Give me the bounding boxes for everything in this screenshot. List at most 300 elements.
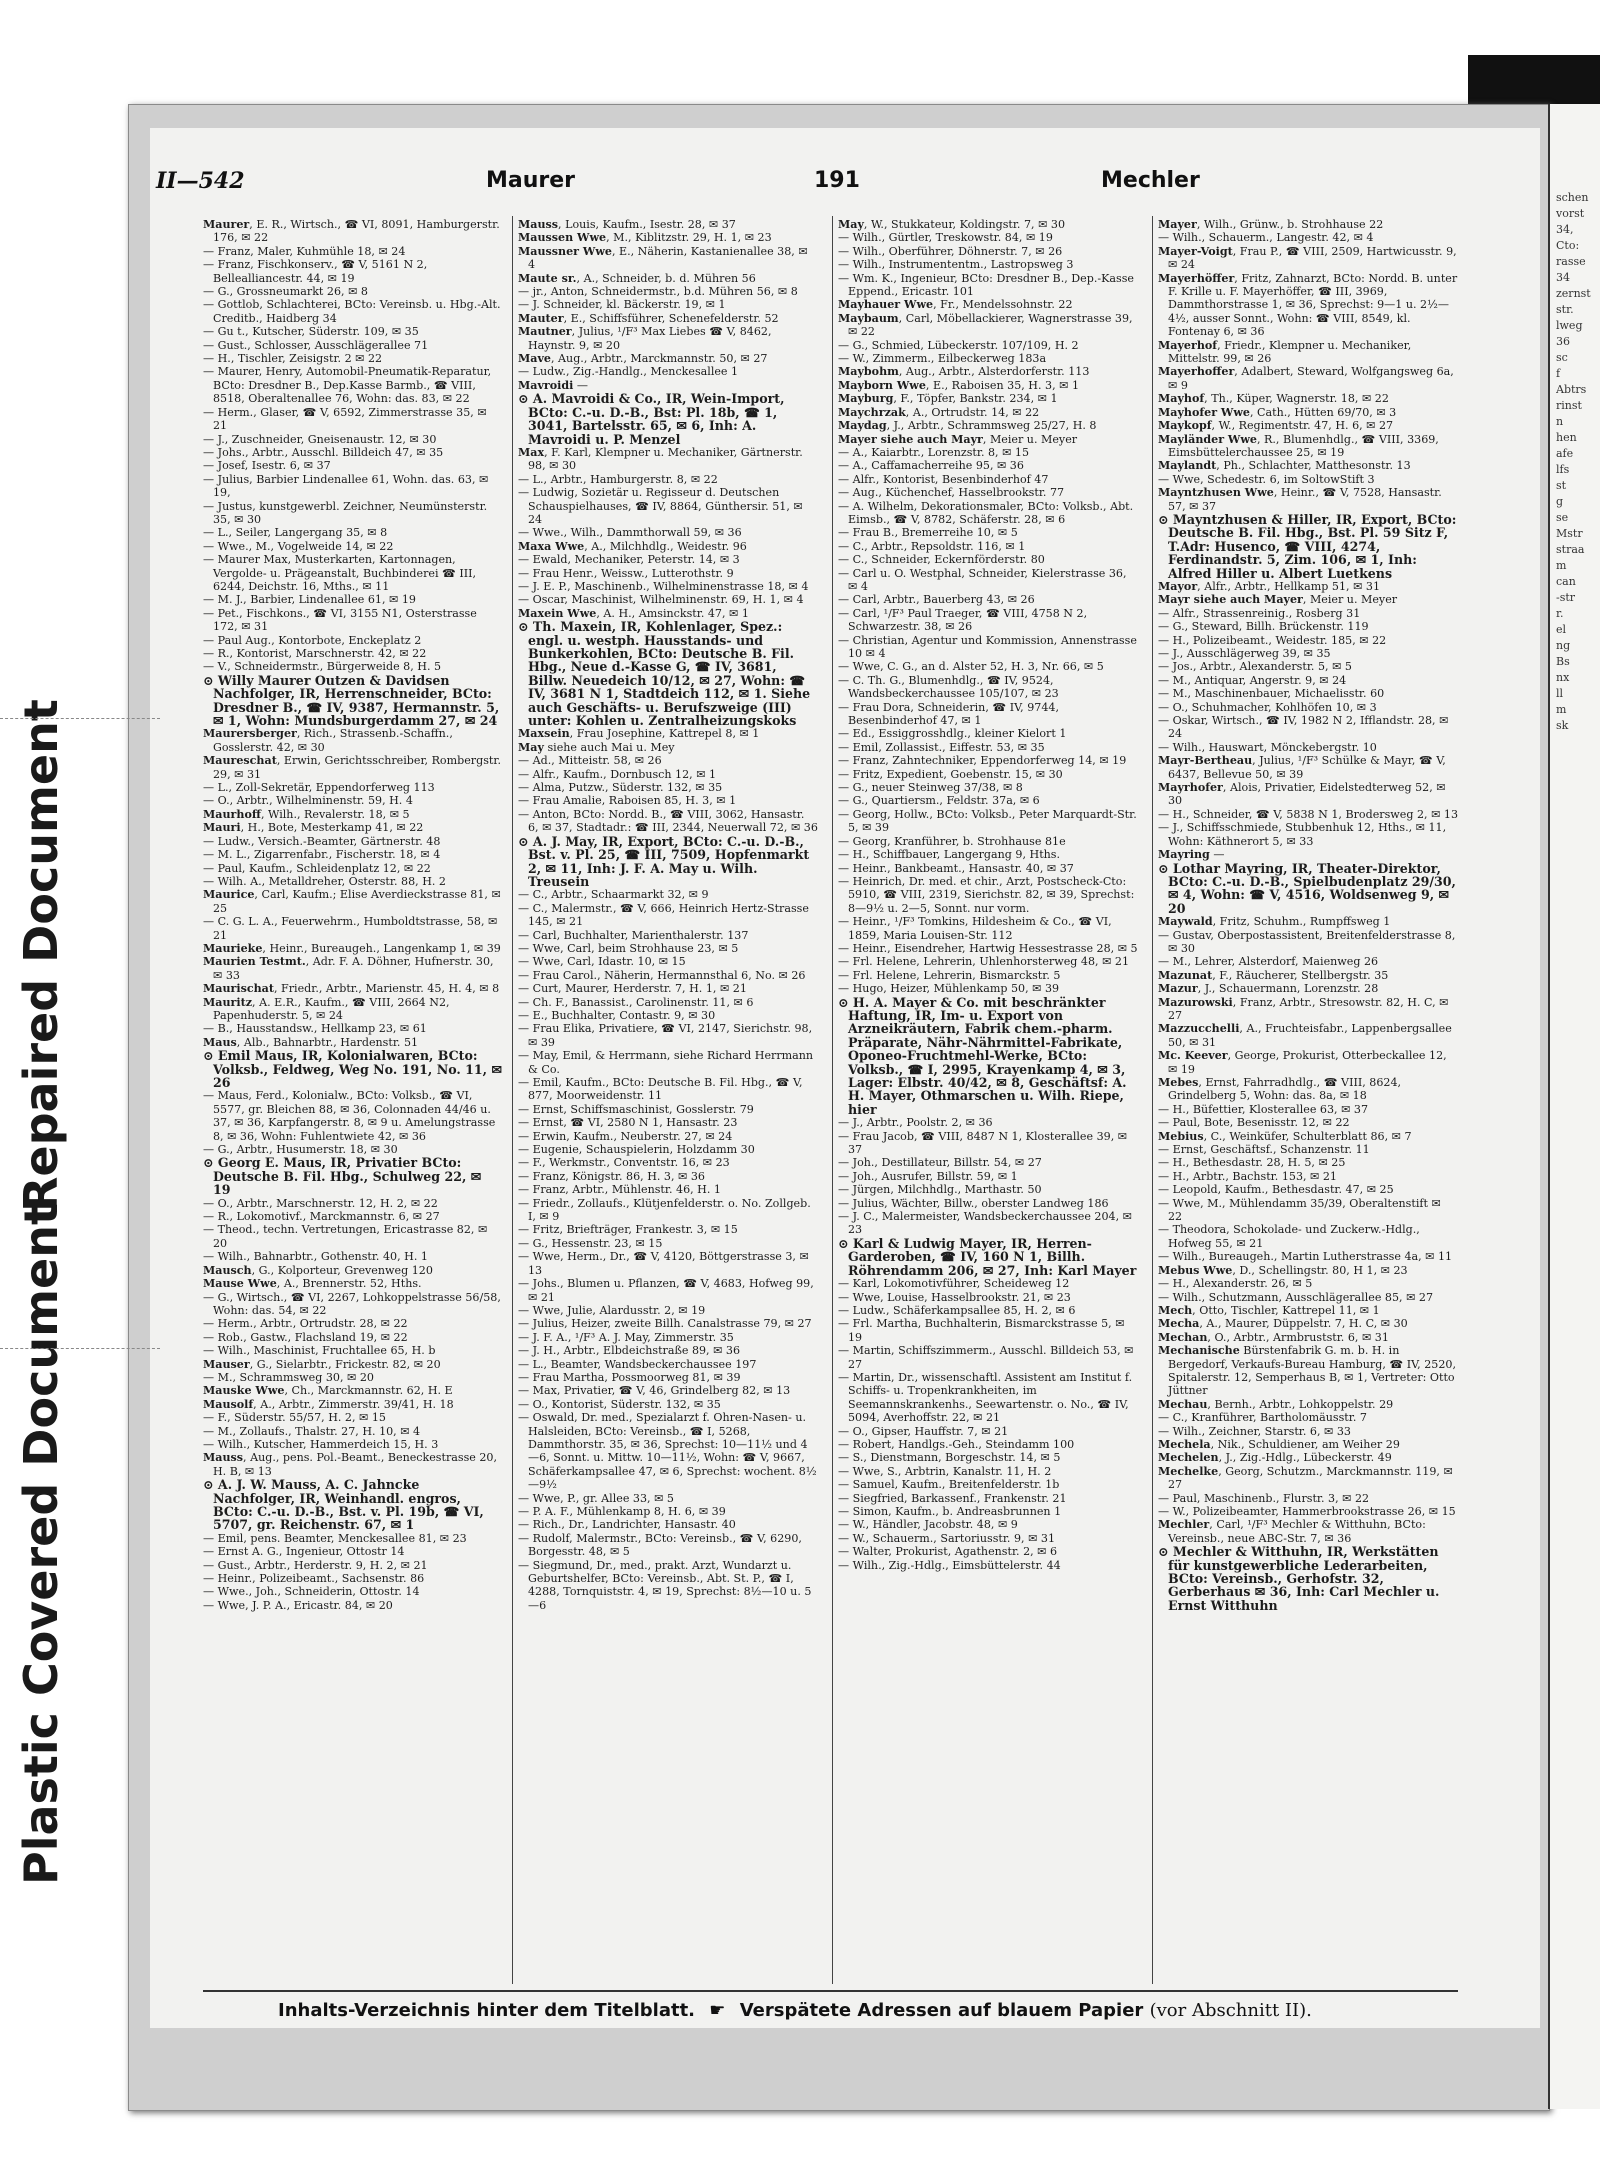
- directory-entry: — Wilh., Kutscher, Hammerdeich 15, H. 3: [203, 1437, 439, 1451]
- directory-entry: — H., Polizeibeamt., Weidestr. 185, ✉ 22: [1158, 633, 1387, 647]
- column-rule: [1152, 216, 1153, 1984]
- directory-entry: Mech, Otto, Tischler, Kattrepel 11, ✉ 1: [1158, 1303, 1380, 1317]
- directory-entry: — G., Grossneumarkt 26, ✉ 8: [203, 285, 368, 299]
- directory-entry: — Karl, Lokomotivführer, Scheideweg 12: [838, 1277, 1070, 1291]
- directory-entry: — Frau Jacob, ☎ VIII, 8487 N 1, Klosterallee 39, ✉ 37: [838, 1129, 1128, 1157]
- directory-entry: — May, Emil, & Herrmann, siehe Richard Herrmann & Co.: [518, 1049, 814, 1076]
- directory-entry: — C., Arbtr., Repsoldstr. 116, ✉ 1: [838, 539, 1026, 553]
- directory-entry: — Oskar, Wirtsch., ☎ IV, 1982 N 2, Ifflandstr. 28, ✉ 24: [1158, 714, 1449, 741]
- directory-entry: — Julius, Barbier Lindenallee 61, Wohn. das. 63, ✉ 19,: [203, 472, 489, 500]
- directory-entry: Mebius, C., Weinküfer, Schulterblatt 86, ✉ 7: [1158, 1129, 1412, 1143]
- page-header: [156, 168, 1546, 200]
- directory-entry: ⊙ Lothar Mayring, IR, Theater-Direktor, BCto: C.-u. D.-B., Spielbudenplatz 29/30, ✉ 4, Wohn: ☎ V, 4516, Woldsenweg 9, ✉ 20: [1158, 860, 1456, 916]
- directory-entry: — P. A. F., Mühlenkamp 8, H. 6, ✉ 39: [518, 1505, 726, 1518]
- directory-entry: — Pet., Fischkons., ☎ VI, 3155 N1, Osterstrasse 172, ✉ 31: [203, 606, 477, 634]
- directory-entry: — Herm., Glaser, ☎ V, 6592, Zimmerstrasse 35, ✉ 21: [203, 405, 487, 433]
- directory-entry: — M., Zollaufs., Thalstr. 27, H. 10, ✉ 4: [203, 1424, 421, 1438]
- directory-entry: Mayr siehe auch Mayer, Meier u. Meyer: [1158, 593, 1398, 607]
- directory-entry: — Wilh., Bureaugeh., Martin Lutherstrasse 4a, ✉ 11: [1158, 1250, 1453, 1264]
- directory-entry: — Wwe., Wilh., Dammthorwall 59, ✉ 36: [518, 526, 742, 540]
- directory-entry: — L., Zoll-Sekretär, Eppendorferweg 113: [203, 781, 435, 795]
- directory-entry: — Wwe, Carl, beim Strohhause 23, ✉ 5: [518, 941, 739, 955]
- directory-entry: — G., Wirtsch., ☎ VI, 2267, Lohkoppelstrasse 56/58, Wohn: das. 54, ✉ 22: [203, 1290, 501, 1317]
- header-last-word: Mechler: [1101, 168, 1200, 193]
- directory-entry: — Wilh., Schauerm., Langestr. 42, ✉ 4: [1158, 231, 1374, 245]
- directory-entry: — M., Lehrer, Alsterdorf, Maienweg 26: [1158, 955, 1379, 969]
- directory-entry: — Ch. F., Banassist., Carolinenstr. 11, ✉ 6: [518, 995, 754, 1009]
- directory-entry: Mechanische Bürstenfabrik G. m. b. H. in Bergedorf, Verkaufs-Bureau Hamburg, ☎ IV, 2520, Spitalerstr. 12, Semperhaus B, ✉ 1, Vertreter: Otto Jüttner: [1158, 1344, 1456, 1398]
- directory-entry: — Gust., Schlosser, Ausschlägerallee 71: [203, 338, 429, 352]
- directory-entry: Maurhoff, Wilh., Revalerstr. 18, ✉ 5: [203, 807, 410, 821]
- footer-rule: [203, 1990, 1458, 1992]
- directory-entry: Mayhof, Th., Küper, Wagnerstr. 18, ✉ 22: [1158, 392, 1389, 406]
- directory-entry: — J. E. P., Maschinenb., Wilhelminenstrasse 18, ✉ 4: [518, 579, 809, 593]
- directory-entry: — J., Zuschneider, Gneisenaustr. 12, ✉ 30: [203, 432, 437, 446]
- column-rule: [512, 216, 513, 1984]
- directory-entry: — Friedr., Zollaufs., Klütjenfelderstr. o. No. Zollgeb. I, ✉ 9: [518, 1196, 811, 1224]
- directory-entry: — Franz, Arbtr., Mühlenstr. 46, H. 1: [518, 1183, 721, 1197]
- directory-entry: — Frau Elika, Privatiere, ☎ VI, 2147, Sierichstr. 98, ✉ 39: [518, 1022, 813, 1049]
- directory-entry: Mayor, Alfr., Arbtr., Hellkamp 51, ✉ 31: [1158, 579, 1381, 593]
- directory-entry: — Ludw., Versich.-Beamter, Gärtnerstr. 48: [203, 834, 441, 848]
- directory-entry: Maxa Wwe, A., Milchhdlg., Weidestr. 96: [518, 539, 747, 553]
- directory-entry: Maurice, Carl, Kaufm.; Elise Averdieckstrasse 81, ✉ 25: [203, 888, 501, 915]
- directory-entry: — Carl, Buchhalter, Marienthalerstr. 137: [518, 928, 749, 942]
- directory-entry: — Ernst, Geschäftsf., Schanzenstr. 11: [1158, 1143, 1370, 1157]
- directory-entry: — L., Arbtr., Hamburgerstr. 8, ✉ 22: [518, 472, 718, 486]
- directory-entry: Max, F. Karl, Klempner u. Mechaniker, Gärtnerstr. 98, ✉ 30: [518, 445, 803, 473]
- directory-entry: — Johs., Arbtr., Ausschl. Billdeich 47, ✉ 35: [203, 445, 444, 459]
- directory-entry: — H., Alexanderstr. 26, ✉ 5: [1158, 1277, 1313, 1291]
- directory-entry: — Ludwig, Sozietär u. Regisseur d. Deutschen Schauspielhauses, ☎ IV, 8864, Günthersir. 51, ✉ 24: [518, 486, 803, 526]
- directory-entry: — Hugo, Heizer, Mühlenkamp 50, ✉ 39: [838, 982, 1060, 996]
- directory-entry: — C., Arbtr., Schaarmarkt 32, ✉ 9: [518, 888, 709, 902]
- directory-entry: — Wilh., Gürtler, Treskowstr. 84, ✉ 19: [838, 231, 1053, 245]
- directory-entry: Mayring —: [1158, 848, 1225, 862]
- directory-entry: — O., Arbtr., Wilhelminenstr. 59, H. 4: [203, 794, 413, 808]
- directory-entry: — C., Schneider, Eckernförderstr. 80: [838, 553, 1045, 567]
- directory-entry: — Paul, Bote, Besenisstr. 12, ✉ 22: [1158, 1116, 1350, 1130]
- directory-entry: — Theodora, Schokolade- und Zuckerw.-Hdlg., Hofweg 55, ✉ 21: [1158, 1223, 1420, 1250]
- directory-entry: Mauter, E., Schiffsführer, Schenefelderstr. 52: [518, 311, 779, 325]
- directory-entry: — Carl u. O. Westphal, Schneider, Kielerstrasse 36, ✉ 4: [838, 566, 1127, 593]
- directory-entry: — Samuel, Kaufm., Breitenfelderstr. 1b: [838, 1478, 1060, 1492]
- directory-entry: — Aug., Küchenchef, Hasselbrookstr. 77: [838, 486, 1065, 500]
- directory-entry: — M. J., Barbier, Lindenallee 61, ✉ 19: [203, 593, 416, 607]
- directory-entry: Mayr-Bertheau, Julius, ¹/F³ Schülke & Mayr, ☎ V, 6437, Bellevue 50, ✉ 39: [1158, 754, 1446, 781]
- directory-entry: — Max, Privatier, ☎ V, 46, Grindelberg 82, ✉ 13: [518, 1384, 791, 1398]
- directory-entry: Maylandt, Ph., Schlachter, Matthesonstr. 13: [1158, 459, 1411, 473]
- directory-entry: — E., Buchhalter, Contastr. 9, ✉ 30: [518, 1008, 716, 1022]
- directory-entry: — Martin, Schiffszimmerm., Ausschl. Billdeich 53, ✉ 27: [838, 1344, 1134, 1371]
- directory-entry: — A. Wilhelm, Dekorationsmaler, BCto: Volksb., Abt. Eimsb., ☎ V, 8782, Schäferstr. 28, ✉ 6: [838, 499, 1134, 526]
- directory-column-2: [518, 218, 818, 1983]
- directory-entry: — W., Schauerm., Sartoriusstr. 9, ✉ 31: [838, 1531, 1056, 1545]
- directory-entry: — H., Büfettier, Klosterallee 63, ✉ 37: [1158, 1102, 1369, 1116]
- directory-entry: — Franz, Königstr. 86, H. 3, ✉ 36: [518, 1169, 705, 1183]
- directory-entry: Maybohm, Aug., Arbtr., Alsterdorferstr. 113: [838, 365, 1090, 379]
- directory-entry: Maxsein, Frau Josephine, Kattrepel 8, ✉ 1: [518, 727, 760, 741]
- directory-entry: — Oscar, Maschinist, Wilhelminenstr. 69, H. 1, ✉ 4: [518, 593, 804, 607]
- directory-entry: Mauske Wwe, Ch., Marckmannstr. 62, H. E: [203, 1384, 453, 1398]
- directory-entry: — J. F. A., ¹/F³ A. J. May, Zimmerstr. 35: [518, 1330, 734, 1344]
- directory-entry: Maywald, Fritz, Schuhm., Rumpffsweg 1: [1158, 915, 1391, 929]
- directory-entry: ⊙ H. A. Mayer & Co. mit beschränkter Haftung, IR, Im- u. Export von Arzneikräutern, Fabrik chem.-pharm. Präparate, Nähr-Nährmittel-Fabrikate, Oponeo-Fruchtmehl-Werke, BCto: Volksb., ☎ I, 2995, Krayenkamp 4, ✉ 3, Lager: Elbstr. 40/42, ✉ 8, Geschäftsf: A. H. Mayer, Othmarschen u. Wilh. Riepe, hier: [838, 994, 1127, 1117]
- page-number: 191: [814, 168, 860, 193]
- directory-entry: — C., Kranführer, Bartholomäusstr. 7: [1158, 1411, 1367, 1425]
- directory-entry: — Justus, kunstgewerbl. Zeichner, Neumünsterstr. 35, ✉ 30: [203, 499, 488, 526]
- directory-entry: Mechau, Bernh., Arbtr., Lohkoppelstr. 29: [1158, 1397, 1394, 1411]
- directory-entry: — R., Kontorist, Marschnerstr. 42, ✉ 22: [203, 647, 427, 660]
- directory-entry: — Wilh., Maschinist, Fruchtallee 65, H. b: [203, 1344, 436, 1358]
- directory-entry: Mauritz, A. E.R., Kaufm., ☎ VIII, 2664 N2, Papenhuderstr. 5, ✉ 24: [203, 995, 450, 1022]
- directory-entry: — Frl. Helene, Lehrerin, Bismarckstr. 5: [838, 968, 1061, 982]
- directory-entry: — Franz, Zahntechniker, Eppendorferweg 14, ✉ 19: [838, 754, 1127, 768]
- directory-entry: — Wilh., Zeichner, Starstr. 6, ✉ 33: [1158, 1424, 1351, 1438]
- directory-entry: Mave, Aug., Arbtr., Marckmannstr. 50, ✉ 27: [518, 352, 768, 366]
- directory-entry: — Wilh., Hauswart, Mönckebergstr. 10: [1158, 740, 1377, 754]
- directory-entry: — Christian, Agentur und Kommission, Annenstrasse 10 ✉ 4: [838, 633, 1137, 660]
- directory-entry: — Frau Martha, Possmoorweg 81, ✉ 39: [518, 1370, 741, 1384]
- directory-entry: — Gust., Arbtr., Herderstr. 9, H. 2, ✉ 21: [203, 1558, 428, 1572]
- directory-entry: — C. Th. G., Blumenhdlg., ☎ IV, 9524, Wandsbeckerchaussee 105/107, ✉ 23: [838, 673, 1059, 701]
- directory-entry: — Wwe., M., Vogelweide 14, ✉ 22: [203, 539, 394, 553]
- directory-entry: — Paul, Maschinenb., Flurstr. 3, ✉ 22: [1158, 1491, 1370, 1505]
- directory-entry: ⊙ Emil Maus, IR, Kolonialwaren, BCto: Volksb., Feldweg, Weg No. 191, No. 11, ✉ 26: [203, 1048, 502, 1090]
- directory-entry: — Herm., Arbtr., Ortrudstr. 28, ✉ 22: [203, 1317, 408, 1331]
- directory-entry: Maydag, J., Arbtr., Schrammsweg 25/27, H. 8: [838, 419, 1097, 433]
- directory-entry: Mausch, G., Kolporteur, Grevenweg 120: [203, 1263, 433, 1277]
- directory-entry: — J. C., Malermeister, Wandsbeckerchaussee 204, ✉ 23: [838, 1210, 1132, 1237]
- directory-entry: — Leopold, Kaufm., Bethesdastr. 47, ✉ 25: [1158, 1183, 1394, 1197]
- directory-entry: Mayborn Wwe, E., Raboisen 35, H. 3, ✉ 1: [838, 378, 1080, 392]
- directory-entry: — A., Kaiarbtr., Lorenzstr. 8, ✉ 15: [838, 445, 1030, 459]
- directory-entry: — O., Schuhmacher, Kohlhöfen 10, ✉ 3: [1158, 700, 1377, 714]
- directory-entry: — A., Caffamacherreihe 95, ✉ 36: [838, 459, 1024, 473]
- directory-entry: Mc. Keever, George, Prokurist, Otterbeckallee 12, ✉ 19: [1158, 1049, 1447, 1076]
- directory-entry: Mechelke, Georg, Schutzm., Marckmannstr. 119, ✉ 27: [1158, 1464, 1453, 1492]
- directory-entry: — Oswald, Dr. med., Spezialarzt f. Ohren-Nasen- u. Halsleiden, BCto: Vereinsb., ☎ I, 5268, Dammthorstr. 35, ✉ 36, Sprechst: 10—11½ und 4—6, Sonnt. u. Mittw. 10—11½, Wohn: ☎ V, 9667, Schäferkampsallee 47, ✉ 6, Sprechst: wochent. 8½—9½: [518, 1411, 817, 1492]
- directory-entry: Mayntzhusen Wwe, Heinr., ☎ V, 7528, Hansastr. 57, ✉ 37: [1158, 486, 1442, 513]
- directory-entry: — jr., Anton, Schneidermstr., b.d. Mühren 56, ✉ 8: [518, 285, 798, 299]
- directory-entry: — H., Schiffbauer, Langergang 9, Hths.: [838, 848, 1061, 862]
- directory-column-4: [1158, 218, 1458, 1983]
- directory-entry: — W., Polizeibeamter, Hammerbrookstrasse 26, ✉ 15: [1158, 1505, 1456, 1518]
- directory-entry: Mechan, O., Arbtr., Armbruststr. 6, ✉ 31: [1158, 1330, 1389, 1344]
- directory-entry: Mayer, Wilh., Grünw., b. Strohhause 22: [1158, 218, 1384, 231]
- directory-entry: — Jürgen, Milchhdlg., Marthastr. 50: [838, 1183, 1042, 1197]
- directory-entry: — W., Händler, Jacobstr. 48, ✉ 9: [838, 1518, 1018, 1532]
- directory-entry: Mauri, H., Bote, Mesterkamp 41, ✉ 22: [203, 821, 424, 835]
- directory-entry: — Ernst A. G., Ingenieur, Ottostr 14: [203, 1545, 405, 1559]
- directory-entry: — Gu t., Kutscher, Süderstr. 109, ✉ 35: [203, 325, 419, 339]
- directory-entry: — Wilh., Instrumententm., Lastropsweg 3: [838, 258, 1074, 272]
- directory-entry: — Heinrich, Dr. med. et chir., Arzt, Postscheck-Cto: 5910, ☎ VIII, 2319, Sierichstr. 82, ✉ 39, Sprechst: 8—9½ u. 2—5, Sonnt. nur vorm.: [838, 874, 1135, 915]
- directory-entry: — Wilh., Oberführer, Döhnerstr. 7, ✉ 26: [838, 244, 1063, 258]
- directory-entry: — Paul, Kaufm., Schleidenplatz 12, ✉ 22: [203, 861, 431, 875]
- directory-entry: Maurien Testmt., Adr. F. A. Döhner, Hufnerstr. 30, ✉ 33: [203, 955, 494, 982]
- directory-entry: Maute sr., A., Schneider, b. d. Mühren 56: [518, 271, 756, 285]
- directory-entry: — J., Schiffsschmiede, Stubbenhuk 12, Hths., ✉ 11, Wohn: Käthnerort 5, ✉ 33: [1158, 821, 1447, 848]
- directory-entry: — Rudolf, Malermstr., BCto: Vereinsb., ☎ V, 6290, Borgesstr. 48, ✉ 5: [518, 1531, 802, 1559]
- directory-entry: Mayerhoffer, Adalbert, Steward, Wolfgangsweg 6a, ✉ 9: [1158, 365, 1454, 392]
- directory-entry: — R., Lokomotivf., Marckmannstr. 6, ✉ 27: [203, 1210, 440, 1224]
- directory-entry: — H., Schneider, ☎ V, 5838 N 1, Brodersweg 2, ✉ 13: [1158, 807, 1458, 821]
- directory-entry: — Heinr., ¹/F³ Tomkins, Hildesheim & Co., ☎ VI, 1859, Maria Louisen-Str. 112: [838, 915, 1112, 942]
- directory-entry: — Gustav, Oberpostassistent, Breitenfelderstrasse 8, ✉ 30: [1158, 928, 1456, 955]
- directory-entry: Mayerhöffer, Fritz, Zahnarzt, BCto: Nordd. B. unter F. Krille u. F. Mayerhöffer, ☎ III, 3969, Dammthorstrasse 1, ✉ 36, Sprechst: 9—1 u. 2½—4½, ausser Sonnt., Wohn: ☎ VIII, 8549, kl. Fontenay 6, ✉ 36: [1158, 271, 1458, 339]
- directory-entry: Mechler, Carl, ¹/F³ Mechler & Witthuhn, BCto: Vereinsb., neue ABC-Str. 7, ✉ 36: [1158, 1518, 1426, 1545]
- page-footer: [278, 2000, 1312, 2021]
- directory-entry: ⊙ Karl & Ludwig Mayer, IR, Herren-Garderoben, ☎ IV, 160 N 1, Billh. Röhrendamm 206, ✉ 27, Inh: Karl Mayer: [838, 1235, 1137, 1278]
- directory-entry: — Heinr., Eisendreher, Hartwig Hessestrasse 28, ✉ 5: [838, 941, 1138, 955]
- directory-entry: ⊙ Mechler & Witthuhn, IR, Werkstätten für kunstgewerbliche Lederarbeiten, BCto: Vereinsb., Gerhofstr. 32, Gerberhaus ✉ 36, Inh: Carl Mechler u. Ernst Witthuhn: [1158, 1544, 1440, 1613]
- directory-entry: Mausolf, A., Arbtr., Zimmerstr. 39/41, H. 18: [203, 1397, 454, 1411]
- directory-column-3: [838, 218, 1138, 1983]
- directory-entry: — M., Maschinenbauer, Michaelisstr. 60: [1158, 687, 1385, 701]
- directory-entry: — O., Gipser, Hauffstr. 7, ✉ 21: [838, 1424, 1009, 1438]
- directory-entry: — Ernst, ☎ VI, 2580 N 1, Hansastr. 23: [518, 1116, 738, 1130]
- directory-entry: Mazurowski, Franz, Arbtr., Stresowstr. 82, H. C, ✉ 27: [1158, 995, 1449, 1022]
- directory-entry: — Alfr., Kontorist, Besenbinderhof 47: [838, 472, 1049, 486]
- directory-entry: — L., Beamter, Wandsbeckerchaussee 197: [518, 1357, 757, 1371]
- directory-entry: — J., Ausschlägerweg 39, ✉ 35: [1158, 647, 1331, 660]
- directory-entry: — Frau B., Bremerreihe 10, ✉ 5: [838, 526, 1018, 540]
- directory-entry: — Johs., Blumen u. Pflanzen, ☎ V, 4683, Hofweg 99, ✉ 21: [518, 1277, 814, 1304]
- directory-entry: — H., Bethesdastr. 28, H. 5, ✉ 25: [1158, 1156, 1346, 1170]
- directory-entry: — Wilh., Zig.-Hdlg., Eimsbüttelerstr. 44: [838, 1558, 1061, 1572]
- directory-entry: Mecha, A., Maurer, Düppelstr. 7, H. C, ✉ 30: [1158, 1317, 1408, 1331]
- directory-entry: Mayerhof, Friedr., Klempner u. Mechaniker, Mittelstr. 99, ✉ 26: [1158, 338, 1412, 366]
- directory-entry: — Josef, Isestr. 6, ✉ 37: [203, 459, 331, 473]
- divider-dashed: [0, 718, 160, 720]
- directory-entry: — Wwe, Julie, Alardusstr. 2, ✉ 19: [518, 1303, 706, 1317]
- directory-entry: — G., Hessenstr. 23, ✉ 15: [518, 1236, 663, 1250]
- directory-entry: Mayburg, F., Töpfer, Bankstr. 234, ✉ 1: [838, 392, 1058, 406]
- directory-entry: Mebus Wwe, D., Schellingstr. 80, H 1, ✉ 23: [1158, 1263, 1408, 1277]
- directory-entry: — Fritz, Briefträger, Frankestr. 3, ✉ 15: [518, 1223, 738, 1237]
- directory-entry: — Curt, Maurer, Herderstr. 7, H. 1, ✉ 21: [518, 982, 747, 996]
- directory-entry: Maureschat, Erwin, Gerichtsschreiber, Rombergstr. 29, ✉ 31: [203, 754, 501, 781]
- directory-entry: — Alma, Putzw., Süderstr. 132, ✉ 35: [518, 781, 723, 795]
- directory-entry: — O., Kontorist, Süderstr. 132, ✉ 35: [518, 1397, 721, 1411]
- footer-index-note: Inhalts-Verzeichnis hinter dem Titelblatt.: [278, 2000, 696, 2021]
- directory-entry: — Ludw., Schäferkampsallee 85, H. 2, ✉ 6: [838, 1303, 1076, 1317]
- directory-entry: — L., Seiler, Langergang 35, ✉ 8: [203, 526, 388, 540]
- directory-entry: Maurer, E. R., Wirtsch., ☎ VI, 8091, Hamburgerstr. 176, ✉ 22: [203, 218, 500, 245]
- directory-entry: Mazzucchelli, A., Fruchteisfabr., Lappenbergsallee 50, ✉ 31: [1158, 1022, 1452, 1049]
- divider-dashed: [0, 1348, 160, 1350]
- directory-entry: May siehe auch Mai u. Mey: [518, 740, 675, 754]
- directory-entry: — Wwe, J. P. A., Ericastr. 84, ✉ 20: [203, 1598, 393, 1612]
- directory-entry: Maurersberger, Rich., Strassenb.-Schaffn., Gosslerstr. 42, ✉ 30: [203, 727, 453, 754]
- directory-entry: — Maus, Ferd., Kolonialw., BCto: Volksb., ☎ VI, 5577, gr. Bleichen 88, ✉ 36, Colonnaden 44/46 u. 37, ✉ 36, Karpfangerstr. 8, ✉ 9 u. Amelungstrasse 8, ✉ 36, Wohn: Fuhlentwiete 42, ✉ 36: [203, 1089, 496, 1143]
- pointing-hand-icon: ☛: [709, 2000, 726, 2021]
- directory-entry: — Maurer Max, Musterkarten, Kartonnagen, Vergolde- u. Prägeanstalt, Buchbinderei ☎ III, 6244, Deichstr. 16, Mths., ✉ 11: [203, 553, 477, 593]
- directory-entry: — Eugenie, Schauspielerin, Holzdamm 30: [518, 1143, 755, 1157]
- directory-entry: — V., Schneidermstr., Bürgerweide 8, H. 5: [203, 660, 442, 674]
- directory-entry: — C., Malermstr., ☎ V, 666, Heinrich Hertz-Strasse 145, ✉ 21: [518, 901, 809, 929]
- directory-entry: — G., neuer Steinweg 37/38, ✉ 8: [838, 781, 1023, 795]
- column-rule: [832, 216, 833, 1984]
- directory-entry: — Alfr., Strassenreinig., Rosberg 31: [1158, 606, 1361, 620]
- directory-entry: Mauser, G., Sielarbtr., Frickestr. 82, ✉ 20: [203, 1357, 441, 1371]
- directory-entry: — Frl. Martha, Buchhalterin, Bismarckstrasse 5, ✉ 19: [838, 1317, 1125, 1344]
- directory-entry: — Theod., techn. Vertretungen, Ericastrasse 82, ✉ 20: [203, 1223, 488, 1250]
- directory-entry: — Heinr., Bankbeamt., Hansastr. 40, ✉ 37: [838, 861, 1074, 875]
- directory-entry: — Franz, Maler, Kuhmühle 18, ✉ 24: [203, 244, 406, 258]
- directory-entry: — Rob., Gastw., Flachsland 19, ✉ 22: [203, 1330, 408, 1344]
- directory-entry: — Wwe, S., Arbtrin, Kanalstr. 11, H. 2: [838, 1464, 1052, 1478]
- directory-entry: Mechelen, J., Zig.-Hdlg., Lübeckerstr. 49: [1158, 1451, 1392, 1465]
- directory-entry: — G., Steward, Billh. Brückenstr. 119: [1158, 620, 1369, 634]
- next-page-text-bleed: schen vorst 34, Cto: rasse 34 zernst str. lweg 36 sc f Abtrs rinst n hen afe lfs st g se Mstr straa m can -str r. el ng Bs nx ll m sk: [1556, 191, 1591, 732]
- directory-entry: — Anton, BCto: Nordd. B., ☎ VIII, 3062, Hansastr. 6, ✉ 37, Stadtadr.: ☎ III, 2344, Neuerwall 72, ✉ 36: [518, 807, 818, 835]
- directory-entry: Maussen Wwe, M., Kiblitzstr. 29, H. 1, ✉ 23: [518, 231, 772, 245]
- directory-entry: ⊙ A. J. W. Mauss, A. C. Jahncke Nachfolger, IR, Weinhandl. engros, BCto: C.-u. D.-B., Bst. v. Pl. 19b, ☎ VI, 5707, gr. Reichenstr. 67, ✉ 1: [203, 1477, 484, 1533]
- directory-entry: — C. G. L. A., Feuerwehrm., Humboldtstrasse, 58, ✉ 21: [203, 915, 498, 942]
- directory-entry: — Ed., Essiggrosshdlg., kleiner Kielort 1: [838, 727, 1067, 741]
- directory-entry: — Julius, Heizer, zweite Billh. Canalstrasse 79, ✉ 27: [518, 1317, 812, 1331]
- directory-entry: — M., Schrammsweg 30, ✉ 20: [203, 1370, 374, 1384]
- directory-entry: — Wwe., Joh., Schneiderin, Ottostr. 14: [203, 1585, 420, 1599]
- directory-entry: Mauss, Aug., pens. Pol.-Beamt., Beneckestrasse 20, H. B, ✉ 13: [203, 1451, 498, 1478]
- directory-entry: — Wm. K., Ingenieur, BCto: Dresdner B., Dep.-Kasse Eppend., Ericastr. 101: [838, 271, 1134, 299]
- directory-entry: — Rich., Dr., Landrichter, Hansastr. 40: [518, 1518, 736, 1532]
- directory-entry: — O., Arbtr., Marschnerstr. 12, H. 2, ✉ 22: [203, 1196, 438, 1210]
- directory-entry: Mayländer Wwe, R., Blumenhdlg., ☎ VIII, 3369, Eimsbüttelerchaussee 25, ✉ 19: [1158, 432, 1439, 459]
- directory-entry: Mautner, Julius, ¹/F³ Max Liebes ☎ V, 8462, Haynstr. 9, ✉ 20: [518, 325, 772, 352]
- directory-entry: — Siegmund, Dr., med., prakt. Arzt, Wundarzt u. Geburtshelfer, BCto: Vereinsb., Abt. St. P., ☎ I, 4288, Tornquiststr. 4, ✉ 19, Sprechst: 8½—10 u. 5—6: [518, 1558, 812, 1612]
- directory-entry: — Wilh. A., Metalldreher, Osterstr. 88, H. 2: [203, 874, 446, 888]
- directory-entry: — Carl, ¹/F³ Paul Traeger, ☎ VIII, 4758 N 2, Schwarzestr. 38, ✉ 26: [838, 606, 1088, 634]
- directory-entry: — Frau Amalie, Raboisen 85, H. 3, ✉ 1: [518, 794, 737, 808]
- directory-entry: Mayrhofer, Alois, Privatier, Eidelstedterweg 52, ✉ 30: [1158, 781, 1446, 808]
- directory-entry: Maybaum, Carl, Möbellackierer, Wagnerstrasse 39, ✉ 22: [838, 311, 1133, 339]
- directory-entry: — Emil, pens. Beamter, Menckesallee 81, ✉ 23: [203, 1531, 467, 1545]
- directory-entry: — Frau Henr., Weissw., Lutterothstr. 9: [518, 566, 734, 580]
- directory-entry: — H., Arbtr., Bachstr. 153, ✉ 21: [1158, 1169, 1337, 1183]
- directory-entry: Maxein Wwe, A. H., Amsinckstr. 47, ✉ 1: [518, 606, 749, 620]
- directory-entry: — Fritz, Expedient, Goebenstr. 15, ✉ 30: [838, 767, 1063, 781]
- directory-entry: — Siegfried, Barkassenf., Frankenstr. 21: [838, 1491, 1067, 1505]
- directory-entry: ⊙ A. Mavroidi & Co., IR, Wein-Import, BCto: C.-u. D.-B., Bst: Pl. 18b, ☎ 1, 3041, Bartelsstr. 65, ✉ 6, Inh: A. Mavroidi u. P. Menzel: [518, 391, 785, 447]
- directory-entry: — G., Quartiersm., Feldstr. 37a, ✉ 6: [838, 794, 1040, 808]
- directory-entry: — F., Süderstr. 55/57, H. 2, ✉ 15: [203, 1411, 386, 1425]
- directory-entry: ⊙ Georg E. Maus, IR, Privatier BCto: Deutsche B. Fil. Hbg., Schulweg 22, ✉ 19: [203, 1155, 482, 1198]
- directory-entry: — J. Schneider, kl. Bäckerstr. 19, ✉ 1: [518, 298, 726, 312]
- directory-entry: Mavroidi —: [518, 378, 588, 392]
- directory-entry: — Wwe, M., Mühlendamm 35/39, Oberaltenstift ✉ 22: [1158, 1196, 1441, 1224]
- directory-entry: Mebes, Ernst, Fahrradhdlg., ☎ VIII, 8624, Grindelberg 5, Wohn: das. 8a, ✉ 18: [1158, 1076, 1402, 1103]
- directory-entry: — Wwe, C. G., an d. Alster 52, H. 3, Nr. 66, ✉ 5: [838, 660, 1104, 674]
- directory-entry: — G., Schmied, Lübeckerstr. 107/109, H. 2: [838, 338, 1079, 352]
- directory-entry: Mazunat, F., Räucherer, Stellbergstr. 35: [1158, 968, 1389, 982]
- repaired-document-label: Repaired Document: [14, 699, 68, 1212]
- directory-entry: Maurieke, Heinr., Bureaugeh., Langenkamp 1, ✉ 39: [203, 941, 501, 955]
- directory-entry: — Frau Dora, Schneiderin, ☎ IV, 9744, Besenbinderhof 47, ✉ 1: [838, 700, 1059, 728]
- page-id: II—542: [156, 168, 245, 194]
- directory-entry: — Wwe, Schedestr. 6, im SoltowStift 3: [1158, 472, 1375, 486]
- directory-entry: — Julius, Wächter, Billw., oberster Landweg 186: [838, 1196, 1109, 1210]
- directory-entry: — Joh., Destillateur, Billstr. 54, ✉ 27: [838, 1156, 1042, 1170]
- directory-entry: — Wwe, Louise, Hasselbrookstr. 21, ✉ 23: [838, 1290, 1071, 1304]
- directory-entry: Mauss, Louis, Kaufm., Isestr. 28, ✉ 37: [518, 218, 736, 231]
- directory-entry: — Frau Carol., Näherin, Hermannsthal 6, No. ✉ 26: [518, 968, 806, 982]
- directory-entry: — Walter, Prokurist, Agathenstr. 2, ✉ 6: [838, 1545, 1058, 1559]
- directory-entry: — Emil, Zollassist., Eiffestr. 53, ✉ 35: [838, 740, 1045, 754]
- directory-entry: Maussner Wwe, E., Näherin, Kastanienallee 38, ✉ 4: [518, 244, 808, 272]
- header-first-word: Maurer: [486, 168, 576, 193]
- directory-entry: — F., Werkmstr., Conventstr. 16, ✉ 23: [518, 1156, 730, 1170]
- directory-entry: — Alfr., Kaufm., Dornbusch 12, ✉ 1: [518, 767, 717, 781]
- directory-entry: Maus, Alb., Bahnarbtr., Hardenstr. 51: [203, 1035, 419, 1049]
- directory-entry: — Joh., Ausrufer, Billstr. 59, ✉ 1: [838, 1169, 1018, 1183]
- directory-entry: — Simon, Kaufm., b. Andreasbrunnen 1: [838, 1505, 1062, 1518]
- directory-column-1: [203, 218, 503, 1983]
- directory-entry: — Paul Aug., Kontorbote, Enckeplatz 2: [203, 633, 422, 647]
- directory-entry: — G., Arbtr., Husumerstr. 18, ✉ 30: [203, 1143, 398, 1157]
- directory-entry: — Wilh., Bahnarbtr., Gothenstr. 40, H. 1: [203, 1250, 428, 1264]
- directory-entry: — Martin, Dr., wissenschaftl. Assistent am Institut f. Schiffs- u. Tropenkrankheiten, im Seemannskrankenhs., Seewartenstr. o. No., ☎ IV, 5094, Averhoffstr. 22, ✉ 21: [838, 1370, 1133, 1425]
- directory-entry: — Ludw., Zig.-Handlg., Menckesallee 1: [518, 365, 739, 379]
- directory-entry: — Robert, Handlgs.-Geh., Steindamm 100: [838, 1437, 1075, 1451]
- directory-entry: Mayer siehe auch Mayr, Meier u. Meyer: [838, 432, 1078, 446]
- directory-entry: — S., Dienstmann, Borgeschstr. 14, ✉ 5: [838, 1451, 1061, 1465]
- directory-entry: — M. L., Zigarrenfabr., Fischerstr. 18, ✉ 4: [203, 848, 441, 862]
- directory-entry: — Heinr., Polizeibeamt., Sachsenstr. 86: [203, 1572, 425, 1586]
- footer-late-addresses: Verspätete Adressen auf blauem Papier: [739, 2000, 1144, 2021]
- footer-section-note: (vor Abschnitt II).: [1149, 2000, 1312, 2021]
- directory-entry: — Erwin, Kaufm., Neuberstr. 27, ✉ 24: [518, 1129, 733, 1143]
- directory-entry: Mayhauer Wwe, Fr., Mendelssohnstr. 22: [838, 298, 1073, 312]
- directory-entry: Mayer-Voigt, Frau P., ☎ VIII, 2509, Hartwicusstr. 9, ✉ 24: [1158, 244, 1457, 272]
- directory-entry: — Franz, Fischkonserv., ☎ V, 5161 N 2, Bellealliancestr. 44, ✉ 19: [203, 258, 428, 285]
- directory-entry: — Carl, Arbtr., Bauerberg 43, ✉ 26: [838, 593, 1035, 607]
- directory-entry: — Wwe, P., gr. Allee 33, ✉ 5: [518, 1491, 674, 1505]
- directory-entry: Maychrzak, A., Ortrudstr. 14, ✉ 22: [838, 405, 1040, 419]
- directory-entry: ⊙ A. J. May, IR, Export, BCto: C.-u. D.-B., Bst. v. Pl. 25, ☎ III, 7509, Hopfenmarkt 2, ✉ 11, Inh: J. F. A. May u. Wilh. Treusein: [518, 833, 810, 889]
- directory-entry: — W., Zimmerm., Eilbeckerweg 183a: [838, 352, 1047, 366]
- directory-entry: Maurischat, Friedr., Arbtr., Marienstr. 45, H. 4, ✉ 8: [203, 982, 500, 996]
- directory-entry: — M., Antiquar, Angerstr. 9, ✉ 24: [1158, 673, 1347, 687]
- directory-entry: — J. H., Arbtr., Elbdeichstraße 89, ✉ 36: [518, 1344, 741, 1358]
- directory-entry: — Wwe, Herm., Dr., ☎ V, 4120, Böttgerstrasse 3, ✉ 13: [518, 1250, 809, 1277]
- directory-entry: Mechela, Nik., Schuldiener, am Weiher 29: [1158, 1437, 1400, 1451]
- directory-entry: Maykopf, W., Regimentstr. 47, H. 6, ✉ 27: [1158, 419, 1394, 433]
- directory-entry: ⊙ Willy Maurer Outzen & Davidsen Nachfolger, IR, Herrenschneider, BCto: Dresdner B., ☎ IV, 9387, Hermannstr. 5, ✉ 1, Wohn: Mundsburgerdamm 27, ✉ 24: [203, 672, 500, 729]
- directory-entry: Mayhofer Wwe, Cath., Hütten 69/70, ✉ 3: [1158, 405, 1397, 419]
- directory-entry: ⊙ Th. Maxein, IR, Kohlenlager, Spez.: engl. u. westph. Hausstands- und Bunkerkohlen, BCto: Deutsche B. Fil. Hbg., Neue d.-Kasse G, ☎ IV, 3681, Billw. Neuedeich 10/12, ✉ 27, Wohn: ☎ IV, 3681 N 1, Stadtdeich 112, ✉ 1. Siehe auch Geschäfts- u. Berufszweige (III) unter: Kohlen u. Zentralheizungskoks: [518, 619, 811, 729]
- directory-entry: — Ad., Mitteistr. 58, ✉ 26: [518, 754, 662, 768]
- directory-entry: — Ewald, Mechaniker, Peterstr. 14, ✉ 3: [518, 553, 740, 567]
- directory-entry: — Emil, Kaufm., BCto: Deutsche B. Fil. Hbg., ☎ V, 877, Moorweidenstr. 11: [518, 1076, 803, 1103]
- directory-entry: — J., Arbtr., Poolstr. 2, ✉ 36: [838, 1116, 993, 1130]
- directory-entry: Mazur, J., Schauermann, Lorenzstr. 28: [1158, 982, 1379, 996]
- directory-entry: ⊙ Mayntzhusen & Hiller, IR, Export, BCto: Deutsche B. Fil. Hbg., Bst. Pl. 59 Sitz F, T.Adr: Husenco, ☎ VIII, 4274, Ferdinandstr. 5, Zim. 106, ✉ 1, Inh: Alfred Hiller u. Albert Luetkens: [1158, 511, 1457, 581]
- directory-entry: — Jos., Arbtr., Alexanderstr. 5, ✉ 5: [1158, 660, 1352, 674]
- directory-entry: May, W., Stukkateur, Koldingstr. 7, ✉ 30: [838, 218, 1066, 231]
- plastic-covered-label: Plastic Covered Document: [14, 1203, 68, 1885]
- directory-entry: — Maurer, Henry, Automobil-Pneumatik-Reparatur, BCto: Dresdner B., Dep.Kasse Barmb., ☎ VIII, 8518, Oberaltenallee 76, Wohn: das. 83, ✉ 22: [203, 365, 492, 406]
- directory-entry: — Frl. Helene, Lehrerin, Uhlenhorsterweg 48, ✉ 21: [838, 955, 1130, 969]
- directory-entry: — H., Tischler, Zeisigstr. 2 ✉ 22: [203, 352, 383, 366]
- directory-entry: — Gottlob, Schlachterei, BCto: Vereinsb. u. Hbg.-Alt. Creditb., Haidberg 34: [203, 298, 501, 325]
- directory-entry: — Wwe, Carl, Idastr. 10, ✉ 15: [518, 955, 686, 969]
- directory-entry: — Georg, Kranführer, b. Strohhause 81e: [838, 834, 1066, 848]
- directory-entry: — B., Hausstandsw., Hellkamp 23, ✉ 61: [203, 1022, 427, 1036]
- directory-entry: — Georg, Hollw., BCto: Volksb., Peter Marquardt-Str. 5, ✉ 39: [838, 807, 1137, 835]
